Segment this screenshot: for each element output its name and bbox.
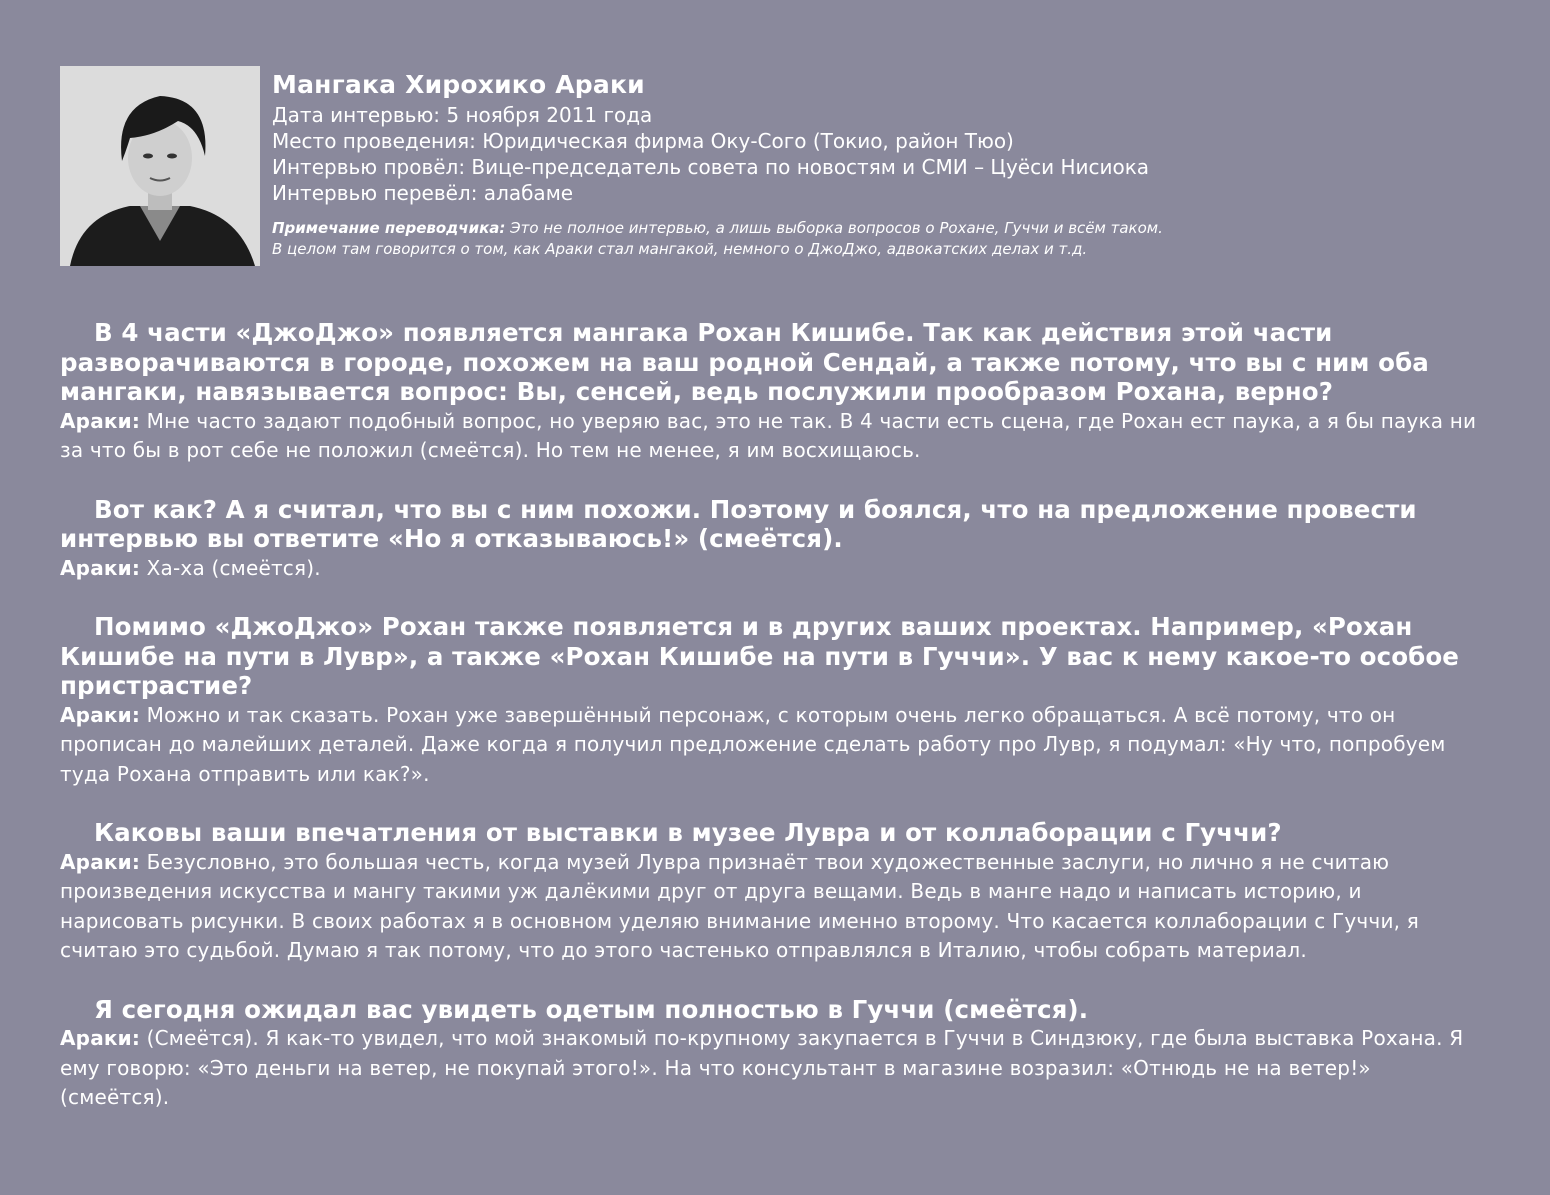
answer <box>60 848 1480 966</box>
interviewer: Интервью провёл: Вице-председатель совета по новостям и СМИ – Цуёси Нисиока <box>272 155 1150 179</box>
answer-text: Мне часто задают подобный вопрос, но уверяю вас, это не так. В 4 части есть сцена, где Рохан ест паука, а я бы паука ни за что бы в рот себе не положил (смеётся). Но тем не менее, я им восхищаюсь. <box>60 408 1477 462</box>
answer <box>60 554 1480 584</box>
qa-block <box>60 818 1480 966</box>
answer <box>60 407 1480 466</box>
answer-text: Можно и так сказать. Рохан уже завершённый персонаж, с которым очень легко обращаться. А всё потому, что он прописан до малейших деталей. Даже когда я получил предложение сделать работу про Лувр, я подумал: «Ну что, попробуем туда Рохана отправить или как?». <box>60 702 1446 786</box>
answer-text: Ха-ха (смеётся). <box>140 555 321 580</box>
qa-block <box>60 495 1480 584</box>
answer-text: Безусловно, это большая честь, когда музей Лувра признаёт твои художественные заслуги, но лично я не считаю произведения искусства и мангу такими уж далёкими друг от друга вещами. Ведь в манге надо и написать историю, и нарисовать рисунки. В своих работах я в основном уделяю внимание именно второму. Что касается коллаборации с Гуччи, я считаю это судьбой. Думаю я так потому, что до этого частенько отправлялся в Италию, чтобы собрать материал. <box>60 849 1419 962</box>
qa-block <box>60 318 1480 466</box>
question: Каковы ваши впечатления от выставки в музее Лувра и от коллаборации с Гуччи? <box>94 818 1282 847</box>
author-photo <box>60 66 260 266</box>
qa-block <box>60 612 1480 789</box>
question: Помимо «ДжоДжо» Рохан также появляется и в других ваших проектах. Например, «Рохан Кишибе на пути в Лувр», а также «Рохан Кишибе на пути в Гуччи». У вас к нему какое-то особое пристрастие? <box>60 612 1459 700</box>
interview-body <box>60 318 1480 1142</box>
question: В 4 части «ДжоДжо» появляется мангака Рохан Кишибе. Так как действия этой части разворачиваются в городе, похожем на ваш родной Сендай, а также потому, что вы с ним оба мангаки, навязывается вопрос: Вы, сенсей, ведь послужили прообразом Рохана, верно? <box>60 318 1429 406</box>
question: Я сегодня ожидал вас увидеть одетым полностью в Гуччи (смеётся). <box>94 994 1089 1024</box>
question: Вот как? А я считал, что вы с ним похожи. Поэтому и боялся, что на предложение провести интервью вы ответите «Но я отказываюсь!» (смеётся). <box>60 494 1417 553</box>
answer-text: (Смеётся). Я как-то увидел, что мой знакомый по-крупному закупается в Гуччи в Синдзюку, где была выставка Рохана. Я ему говорю: «Это деньги на ветер, не покупай этого!». На что консультант в магазине возразил: «Отнюдь не на ветер!» (смеётся). <box>60 1026 1464 1109</box>
answer <box>60 1024 1480 1113</box>
speaker-label: Араки: <box>60 702 141 727</box>
portrait-image <box>60 66 260 266</box>
speaker-label: Араки: <box>60 555 141 580</box>
speaker-label: Араки: <box>60 849 141 874</box>
translator-note-label: Примечание переводчика: <box>272 219 506 237</box>
interview-location: Место проведения: Юридическая фирма Оку-Сого (Токио, район Тюо) <box>272 129 1014 153</box>
translator-note-text-2: В целом там говорится о том, как Араки стал мангакой, немного о ДжоДжо, адвокатских делах и т.д. <box>272 240 1088 258</box>
interview-date: Дата интервью: 5 ноября 2011 года <box>272 103 653 127</box>
translator-note-text: Это не полное интервью, а лишь выборка вопросов о Рохане, Гуччи и всём таком. <box>505 219 1163 237</box>
translator-note <box>272 218 1472 260</box>
answer <box>60 701 1480 790</box>
qa-block <box>60 995 1480 1113</box>
speaker-label: Араки: <box>60 1026 141 1050</box>
interview-meta <box>272 68 1472 260</box>
interview-title: Мангака Хирохико Араки <box>272 70 645 99</box>
interview-header <box>60 66 1500 266</box>
speaker-label: Араки: <box>60 408 141 433</box>
translator: Интервью перевёл: алабаме <box>272 181 574 205</box>
